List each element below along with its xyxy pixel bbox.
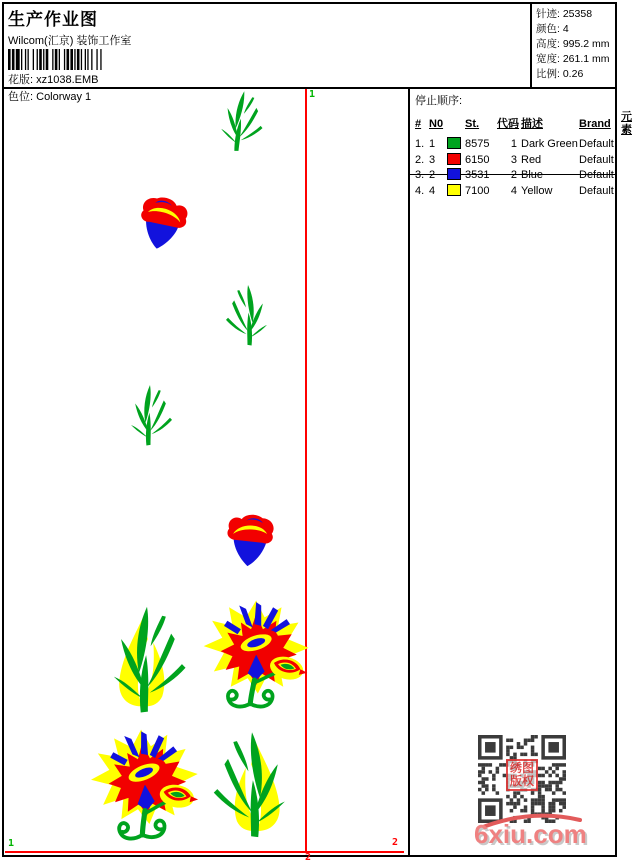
col-st: St. — [465, 117, 480, 130]
color-swatch — [447, 137, 461, 149]
start-marker-bottom: 1 — [8, 838, 15, 849]
col-code: 代码 — [497, 117, 519, 130]
leaf-spray-2 — [212, 718, 292, 854]
table-row: 2. 3 6150 3 Red Default — [415, 153, 614, 166]
leaf-spray-1 — [103, 605, 191, 717]
stat-stitches: 针迹: 25358 — [536, 8, 593, 20]
color-swatch — [447, 184, 461, 196]
stat-width: 宽度: 261.1 mm — [536, 53, 610, 65]
barcode — [8, 49, 136, 70]
table-row: 4. 4 7100 4 Yellow Default — [415, 184, 614, 197]
design-stats-box — [530, 4, 615, 88]
design-boundary-hline — [5, 851, 404, 853]
design-canvas — [4, 89, 408, 863]
bud-motif-2 — [222, 512, 278, 570]
table-row: 3. 2 3531 2 Blue Default — [415, 169, 614, 181]
leaf-motif-2 — [224, 284, 272, 348]
flower-motif-2 — [86, 722, 206, 854]
color-swatch — [447, 153, 461, 165]
stop-sequence-box — [410, 89, 632, 197]
start-marker-top: 1 — [309, 89, 316, 100]
studio-name: Wilcom(汇京) 装饰工作室 — [8, 35, 132, 47]
table-row: 1. 1 8575 1 Dark Green Default — [415, 138, 614, 150]
site-watermark — [474, 810, 587, 850]
bud-motif-1 — [134, 196, 190, 252]
col-seq: # — [415, 117, 422, 130]
page-title: 生产作业图 — [8, 10, 98, 29]
colorway-label: 色位: — [8, 91, 34, 103]
table-header-row: # N0 St. 代码 描述 Brand 元素 — [415, 111, 632, 136]
col-n0: N0 — [429, 117, 444, 130]
stat-scale: 比例: 0.26 — [536, 68, 584, 80]
stat-height: 高度: 995.2 mm — [536, 38, 610, 50]
col-brand: Brand — [579, 117, 611, 130]
copyright-stamp: 绣图 版权 — [506, 759, 538, 791]
end-marker-mid: 2 — [305, 852, 312, 863]
col-desc: 描述 — [521, 117, 543, 130]
stat-colors: 颜色: 4 — [536, 23, 569, 35]
site-name: 6xiu.com — [474, 819, 587, 849]
stop-sequence-title: 停止顺序: — [415, 95, 463, 107]
design-boundary-vline — [305, 89, 307, 852]
sheet-border — [2, 2, 632, 863]
leaf-motif-3 — [126, 384, 174, 448]
workarea — [4, 89, 632, 863]
design-file-value: xz1038.EMB — [36, 74, 99, 86]
leaf-motif-1 — [209, 87, 273, 157]
flower-motif-1 — [202, 598, 312, 718]
stop-sequence-table — [415, 111, 632, 199]
end-marker-right: 2 — [392, 837, 399, 848]
design-file-label: 花版: — [8, 74, 34, 86]
color-swatch — [447, 168, 461, 180]
info-panel — [408, 89, 632, 855]
design-file-line — [8, 71, 136, 87]
colorway-value: Colorway 1 — [36, 91, 92, 103]
